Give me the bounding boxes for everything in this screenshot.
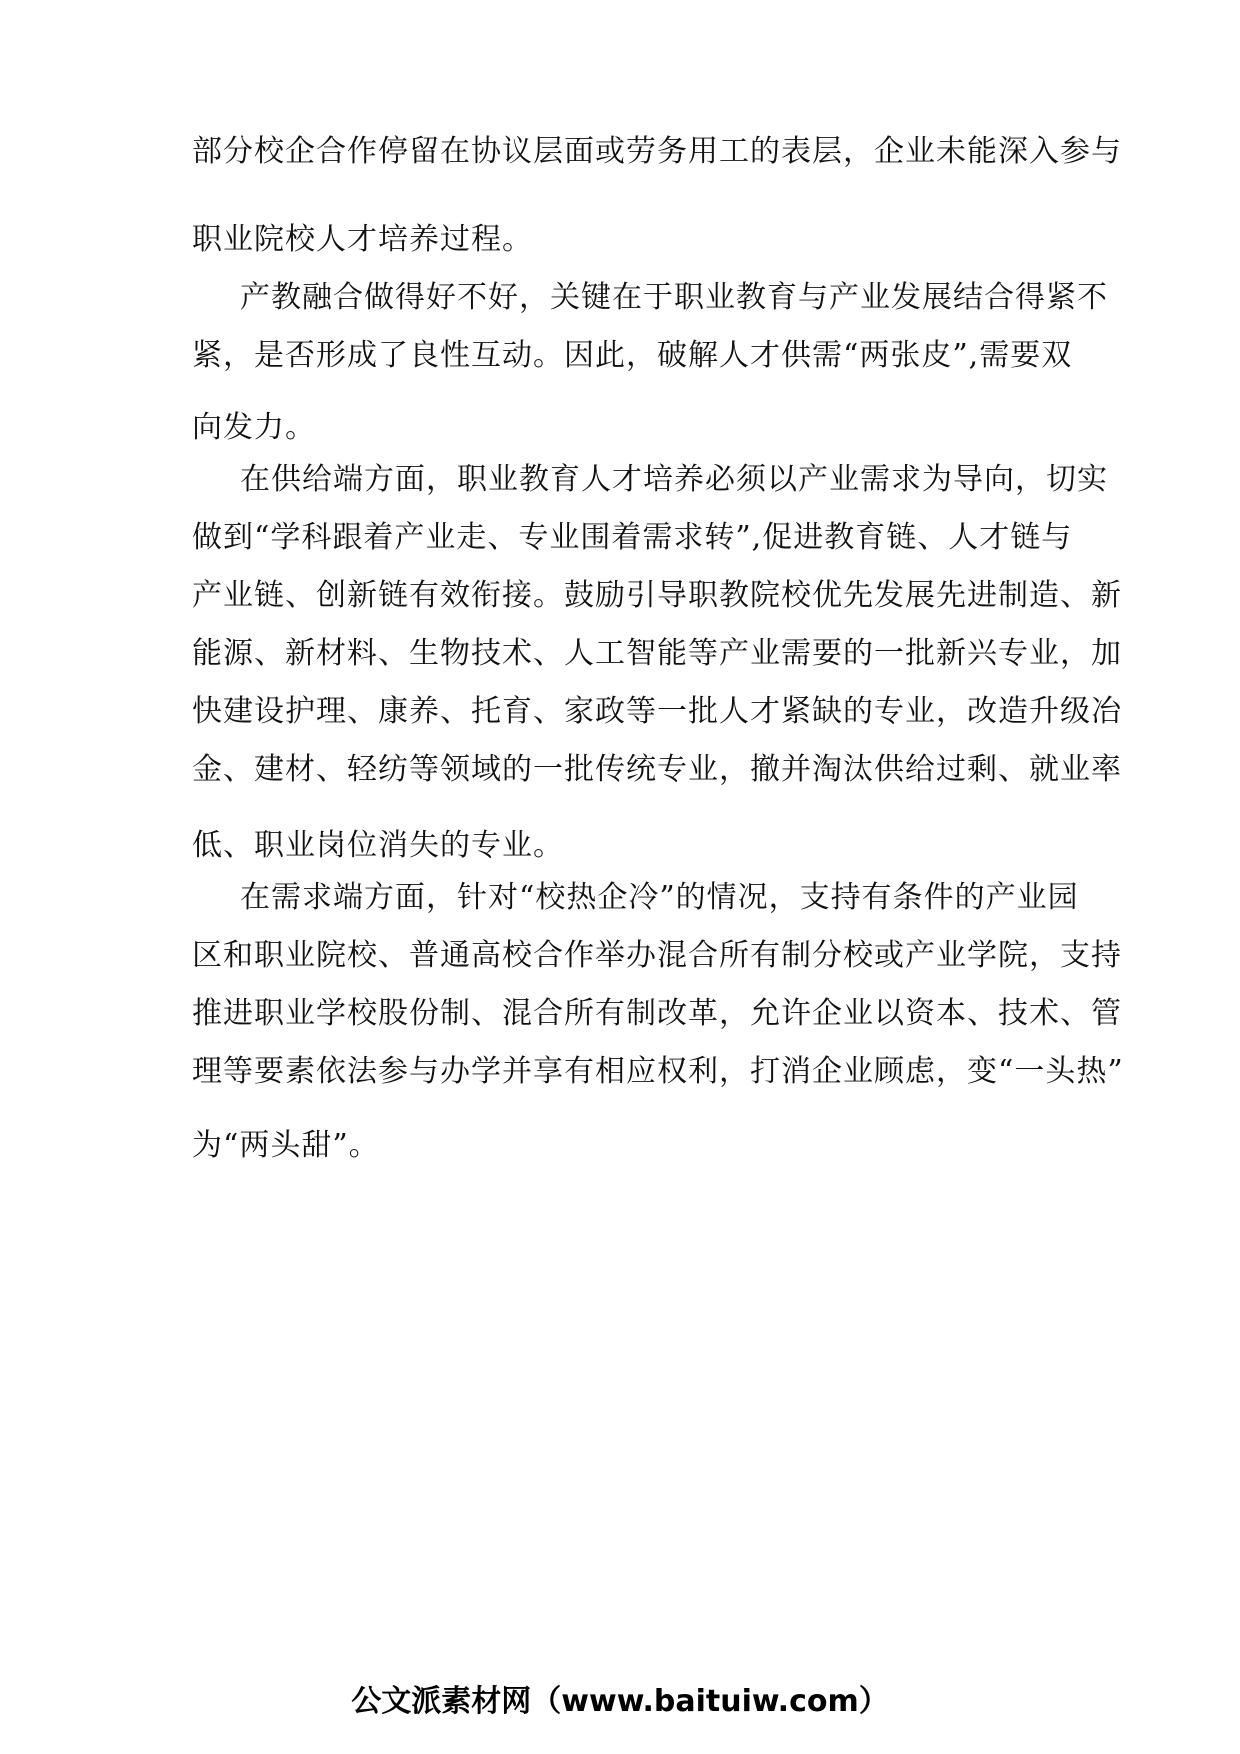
paragraph-first-line: 在供给端方面，职业教育人才培养必须以产业需求为导向，切实 [240, 462, 1108, 497]
text-line: 推进职业学校股份制、混合所有制改革，允许企业以资本、技术、管 [192, 996, 1122, 1031]
footer-source: 公文派素材网（www.baituiw.com） [351, 1684, 889, 1719]
text-line: 快建设护理、康养、托育、家政等一批人才紧缺的专业，改造升级冶 [192, 694, 1122, 729]
text-line: 低、职业岗位消失的专业。 [192, 828, 564, 863]
text-line: 金、建材、轻纺等领域的一批传统专业，撤并淘汰供给过剩、就业率 [192, 752, 1122, 787]
text-line: 部分校企合作停留在协议层面或劳务用工的表层，企业未能深入参与 [192, 134, 1122, 169]
text-line: 能源、新材料、生物技术、人工智能等产业需要的一批新兴专业，加 [192, 636, 1122, 671]
text-line: 职业院校人才培养过程。 [192, 222, 533, 257]
text-line: 做到“学科跟着产业走、专业围着需求转”,促进教育链、人才链与 [192, 520, 1073, 555]
paragraph-first-line: 在需求端方面，针对“校热企冷”的情况，支持有条件的产业园 [240, 880, 1079, 915]
paragraph-first-line: 产教融合做得好不好，关键在于职业教育与产业发展结合得紧不 [240, 280, 1108, 315]
text-line: 为“两头甜”。 [192, 1128, 380, 1163]
text-line: 产业链、创新链有效衔接。鼓励引导职教院校优先发展先进制造、新 [192, 578, 1122, 613]
text-line: 区和职业院校、普通高校合作举办混合所有制分校或产业学院，支持 [192, 938, 1122, 973]
text-line: 理等要素依法参与办学并享有相应权利，打消企业顾虑，变“一头热” [192, 1054, 1124, 1089]
text-line: 向发力。 [192, 410, 316, 445]
text-line: 紧，是否形成了良性互动。因此，破解人才供需“两张皮”,需要双 [192, 338, 1073, 373]
